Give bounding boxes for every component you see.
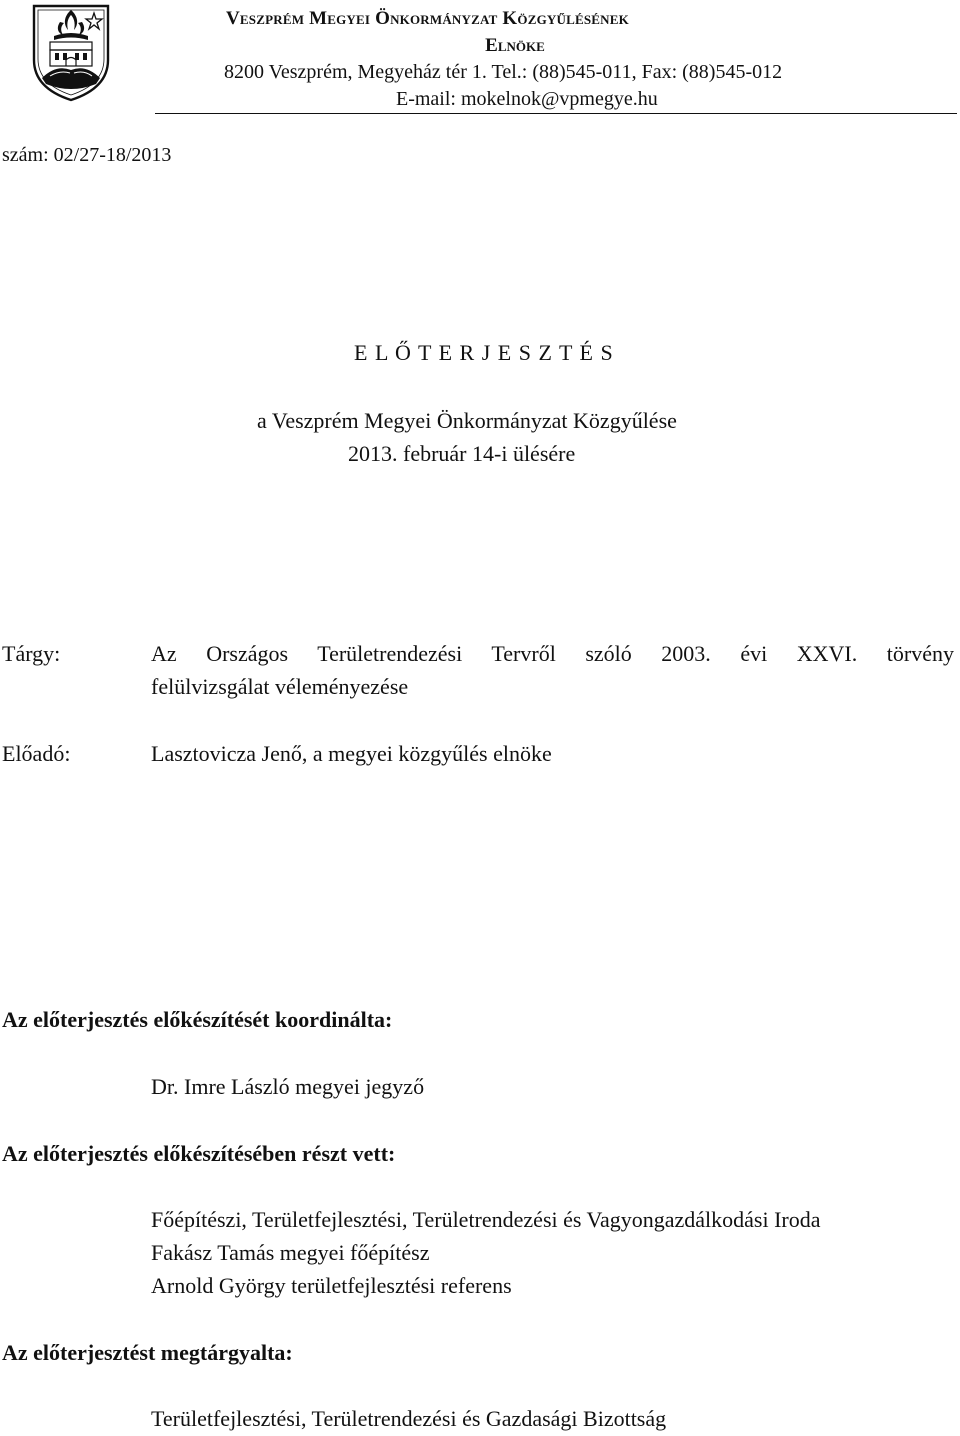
presenter-label: Előadó:	[2, 741, 71, 766]
participant-item: Arnold György területfejlesztési referens	[151, 1273, 512, 1298]
header-divider	[155, 113, 957, 114]
presenter-value: Lasztovicza Jenő, a megyei közgyűlés elnöke	[151, 741, 552, 766]
participants-label: Az előterjesztés előkészítésében részt vett:	[2, 1141, 396, 1166]
recipient: a Veszprém Megyei Önkormányzat Közgyűlése	[257, 408, 677, 433]
coordinated-label: Az előterjesztés előkészítését koordinálta:	[2, 1007, 393, 1032]
document-title: E L Ő T E R J E S Z T É S	[354, 340, 614, 365]
session-date: 2013. február 14-i ülésére	[348, 441, 576, 466]
participant-item: Fakász Tamás megyei főépítész	[151, 1240, 430, 1265]
org-email: E-mail: mokelnok@vpmegye.hu	[396, 88, 658, 110]
participant-item: Főépítészi, Területfejlesztési, Területrendezési és Vagyongazdálkodási Iroda	[151, 1207, 821, 1232]
org-name-line1: Veszprém Megyei Önkormányzat Közgyűlésének	[226, 8, 629, 29]
subject-text-line2: felülvizsgálat véleményezése	[151, 674, 409, 699]
discussed-label: Az előterjesztést megtárgyalta:	[2, 1340, 293, 1365]
subject-text-line1: Az Országos Területrendezési Tervről szóló 2003. évi XXVI. törvény	[151, 641, 954, 666]
discussed-value: Területfejlesztési, Területrendezési és Gazdasági Bizottság	[151, 1406, 667, 1431]
reference-number: szám: 02/27-18/2013	[2, 144, 172, 166]
org-address: 8200 Veszprém, Megyeház tér 1. Tel.: (88)545-011, Fax: (88)545-012	[224, 61, 783, 83]
coordinated-value: Dr. Imre László megyei jegyző	[151, 1074, 425, 1099]
subject-label: Tárgy:	[2, 641, 61, 666]
org-name-line2: Elnöke	[485, 35, 545, 56]
